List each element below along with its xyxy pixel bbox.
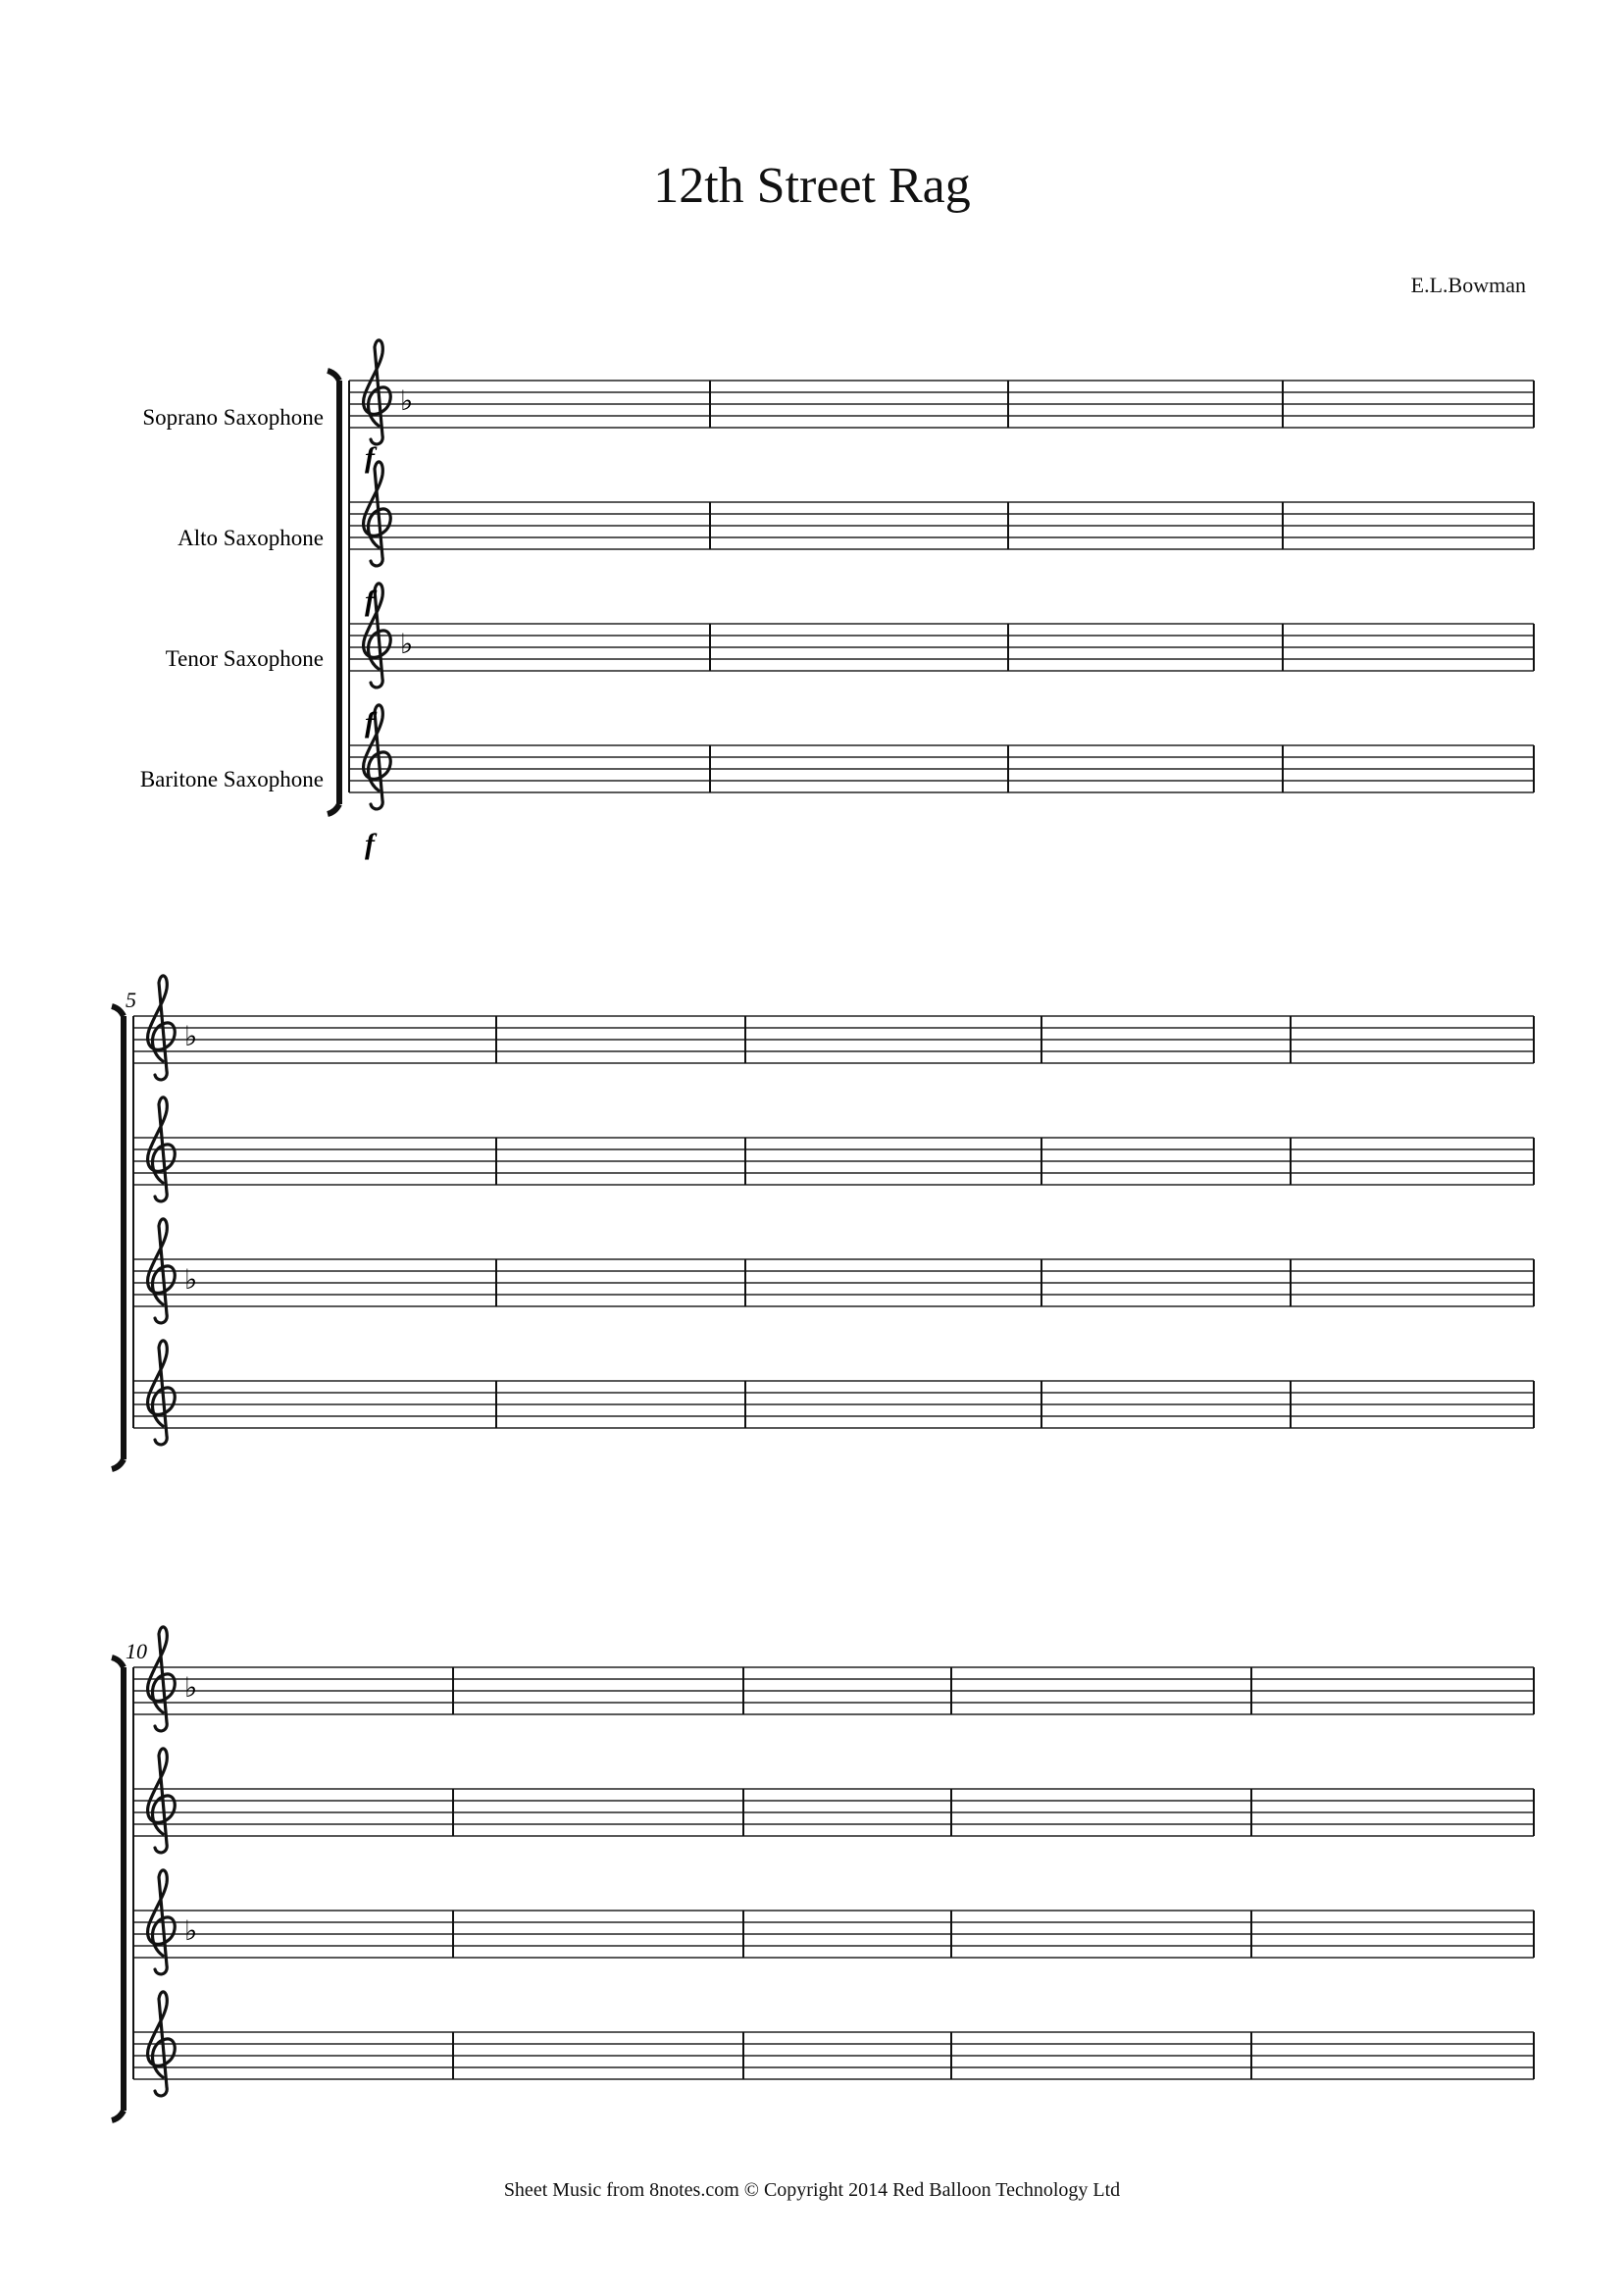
staff (349, 340, 1534, 444)
staff (349, 462, 1534, 566)
dynamic-marking: f (365, 441, 375, 474)
instrument-name-tenor: Tenor Saxophone (165, 646, 324, 671)
staff (349, 584, 1534, 688)
staff (349, 705, 1534, 809)
system-bracket (328, 371, 339, 814)
staff (133, 1992, 1534, 2096)
flat-icon: ♭ (184, 1022, 198, 1052)
instrument-name-soprano: Soprano Saxophone (142, 405, 324, 430)
system-1 (140, 371, 339, 814)
staff (133, 1627, 1534, 1731)
system-1-staves (349, 340, 1534, 809)
measure-number: 5 (126, 988, 136, 1012)
flat-icon: ♭ (184, 1916, 198, 1947)
flat-icon: ♭ (184, 1265, 198, 1296)
instrument-name-alto: Alto Saxophone (178, 526, 324, 550)
system-bracket (112, 1657, 124, 2120)
instrument-name-baritone: Baritone Saxophone (139, 767, 324, 791)
page-footer: Sheet Music from 8notes.com © Copyright 2014 Red Balloon Technology Ltd (503, 2179, 1121, 2201)
dynamic-marking: f (365, 706, 375, 739)
system-3 (112, 1639, 147, 2120)
staff (133, 1749, 1534, 1853)
staff (133, 1341, 1534, 1445)
staff (133, 1870, 1534, 1974)
staff (133, 1097, 1534, 1201)
dynamic-marking: f (365, 828, 375, 860)
staves (133, 340, 1534, 2096)
staff (133, 1219, 1534, 1323)
dynamic-marking: f (365, 585, 375, 617)
flat-icon: ♭ (400, 386, 414, 417)
system-3-staves (133, 1627, 1534, 2096)
composer-credit: E.L.Bowman (1410, 273, 1526, 297)
system-bracket (112, 1006, 124, 1469)
flat-icon: ♭ (400, 630, 414, 660)
flat-icon: ♭ (184, 1673, 198, 1704)
measure-number: 10 (126, 1639, 147, 1663)
page-title: 12th Street Rag (653, 158, 971, 214)
staff (133, 976, 1534, 1080)
system-2-staves (133, 976, 1534, 1445)
